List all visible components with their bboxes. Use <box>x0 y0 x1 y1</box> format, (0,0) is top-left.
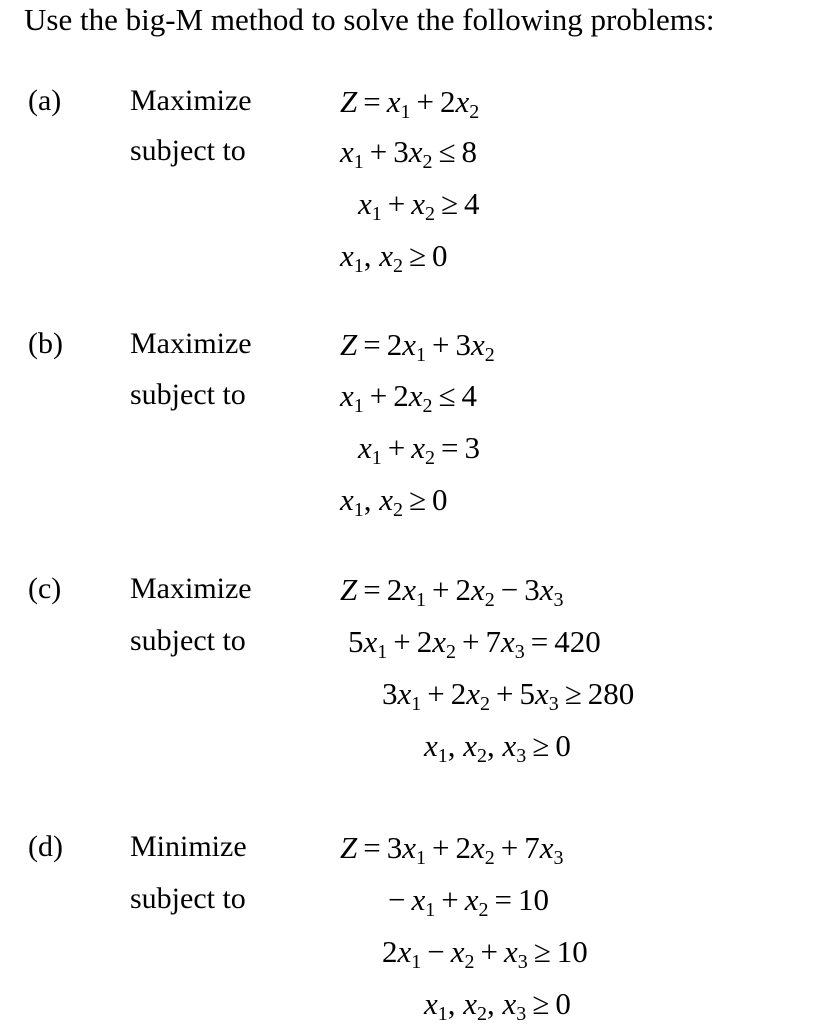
problem-b-constraint-3: $x_1$, $x_2 \ge 0$ <box>340 482 448 521</box>
problem-a-objective: $Z = x_1 + 2x_2$ <box>340 84 480 123</box>
problem-c-label: (c) <box>28 572 62 605</box>
problem-b-constraint-2: $x_1 + x_2 = 3$ <box>358 430 480 469</box>
problem-b-label: (b) <box>28 327 63 360</box>
problem-d-subject-word: subject to <box>130 882 246 915</box>
problem-a-objective-word: Maximize <box>130 84 252 117</box>
problem-a-label: (a) <box>28 84 62 117</box>
problem-c-objective-word: Maximize <box>130 572 252 605</box>
problem-a-constraint-2: $x_1 + x_2 \ge 4$ <box>358 186 480 225</box>
problem-a-constraint-1: $x_1 + 3x_2 \le 8$ <box>340 134 478 173</box>
problem-d-constraint-2: $2x_1 - x_2 + x_3 \ge 10$ <box>382 934 588 973</box>
problem-b-constraint-1: $x_1 + 2x_2 \le 4$ <box>340 378 478 417</box>
problem-d-objective-word: Minimize <box>130 830 247 863</box>
problem-c-constraint-1: $5x_1 + 2x_2 + 7x_3 = 420$ <box>348 624 601 663</box>
problem-b-objective-word: Maximize <box>130 327 252 360</box>
problem-d-label: (d) <box>28 830 63 863</box>
problem-a-constraint-3: $x_1$, $x_2 \ge 0$ <box>340 238 448 277</box>
instructions-heading: Use the big-M method to solve the following problems: <box>24 2 715 37</box>
problem-d-constraint-3: $x_1$, $x_2$, $x_3 \ge 0$ <box>424 986 571 1025</box>
problem-c-subject-word: subject to <box>130 624 246 657</box>
problem-a-subject-word: subject to <box>130 134 246 167</box>
problem-b-objective: $Z = 2x_1 + 3x_2$ <box>340 327 495 366</box>
problem-b-subject-word: subject to <box>130 378 246 411</box>
problem-d-constraint-1: − $x_1 + x_2 = 10$ <box>388 882 549 921</box>
problem-c-constraint-2: $3x_1 + 2x_2 + 5x_3 \ge 280$ <box>382 676 635 715</box>
problem-d-objective: $Z = 3x_1 + 2x_2 + 7x_3$ <box>340 830 564 869</box>
problem-c-objective: $Z = 2x_1 + 2x_2 - 3x_3$ <box>340 572 564 611</box>
problem-c-constraint-3: $x_1$, $x_2$, $x_3 \ge 0$ <box>424 728 571 767</box>
